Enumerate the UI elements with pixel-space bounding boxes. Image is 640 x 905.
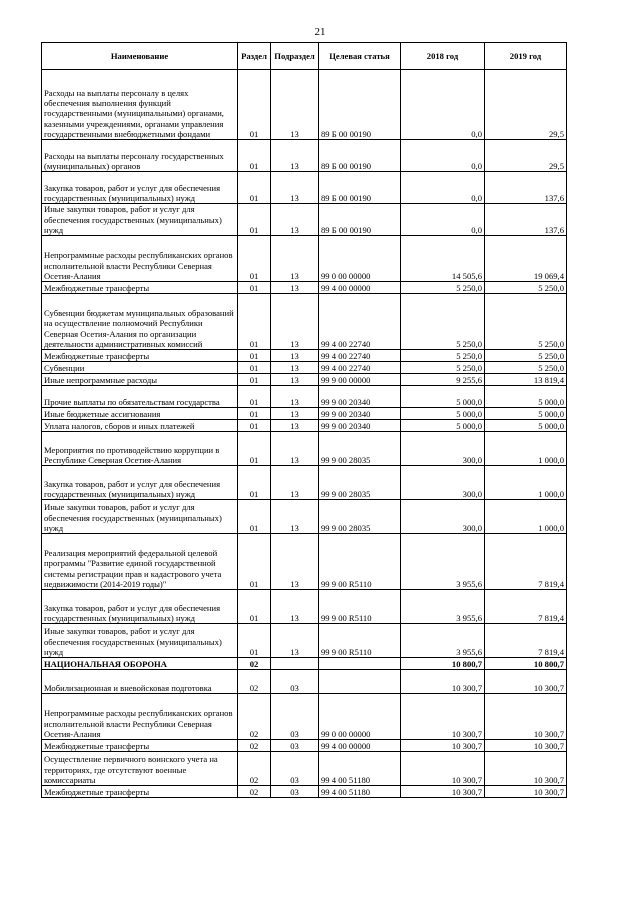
table-cell-target: 99 4 00 00000 <box>319 282 401 294</box>
table-cell-target: 99 9 00 20340 <box>319 386 401 408</box>
table-header-row <box>42 43 567 70</box>
table-cell-2019: 1 000,0 <box>485 466 567 500</box>
table-cell-subsection: 13 <box>271 70 319 140</box>
table-cell-section: 02 <box>238 740 271 752</box>
table-cell-target: 89 Б 00 00190 <box>319 172 401 204</box>
table-cell-subsection: 13 <box>271 282 319 294</box>
table-cell-2019: 10 300,7 <box>485 786 567 798</box>
table-cell-2019: 10 300,7 <box>485 670 567 694</box>
table-cell-2018: 300,0 <box>401 500 485 534</box>
table-cell-2018: 5 250,0 <box>401 362 485 374</box>
table-cell-subsection: 13 <box>271 432 319 466</box>
table-cell-2019: 10 300,7 <box>485 752 567 786</box>
table-cell-2019: 7 819,4 <box>485 590 567 624</box>
table-cell-subsection <box>271 658 319 670</box>
table-row <box>42 282 567 294</box>
table-cell-2019: 5 250,0 <box>485 362 567 374</box>
table-cell-name: Расходы на выплаты персоналу государственных (муниципальных) органов <box>42 140 238 172</box>
column-header-subsection: Подраздел <box>271 43 319 70</box>
table-cell-name: Прочие выплаты по обязательствам государства <box>42 386 238 408</box>
table-cell-2018: 10 800,7 <box>401 658 485 670</box>
table-cell-subsection: 03 <box>271 740 319 752</box>
table-row <box>42 752 567 786</box>
table-cell-subsection: 13 <box>271 294 319 350</box>
table-cell-2018: 5 250,0 <box>401 350 485 362</box>
table-row <box>42 374 567 386</box>
table-cell-subsection: 13 <box>271 386 319 408</box>
table-cell-2018: 14 505,6 <box>401 236 485 282</box>
table-row <box>42 140 567 172</box>
table-cell-target: 99 9 00 28035 <box>319 500 401 534</box>
table-cell-section: 01 <box>238 408 271 420</box>
table-cell-name: Мероприятия по противодействию коррупции в Республике Северная Осетия-Алания <box>42 432 238 466</box>
table-cell-2018: 10 300,7 <box>401 694 485 740</box>
table-cell-2019: 5 250,0 <box>485 282 567 294</box>
table-cell-2018: 300,0 <box>401 432 485 466</box>
table-cell-name: Расходы на выплаты персоналу в целях обеспечения выполнения функций государственными (муниципальными) органами, казенными учреждениями, органами управления государственными внебюджетными фондами <box>42 70 238 140</box>
table-cell-2019: 1 000,0 <box>485 500 567 534</box>
table-cell-section: 01 <box>238 140 271 172</box>
table-cell-target: 99 9 00 R5110 <box>319 534 401 590</box>
table-cell-2018: 3 955,6 <box>401 534 485 590</box>
table-cell-2019: 1 000,0 <box>485 432 567 466</box>
column-header-section: Раздел <box>238 43 271 70</box>
table-cell-2019: 5 250,0 <box>485 350 567 362</box>
table-cell-name: Иные закупки товаров, работ и услуг для обеспечения государственных (муниципальных) нужд <box>42 500 238 534</box>
table-row <box>42 362 567 374</box>
table-cell-target <box>319 658 401 670</box>
table-cell-section: 01 <box>238 282 271 294</box>
table-row <box>42 386 567 408</box>
table-cell-target: 99 4 00 00000 <box>319 740 401 752</box>
table-cell-name: Иные бюджетные ассигнования <box>42 408 238 420</box>
table-cell-section: 01 <box>238 204 271 236</box>
table-cell-target: 99 0 00 00000 <box>319 694 401 740</box>
table-cell-section: 01 <box>238 236 271 282</box>
table-cell-2018: 5 000,0 <box>401 386 485 408</box>
table-cell-2018: 10 300,7 <box>401 670 485 694</box>
table-cell-section: 01 <box>238 590 271 624</box>
table-cell-name: Уплата налогов, сборов и иных платежей <box>42 420 238 432</box>
table-cell-2019: 13 819,4 <box>485 374 567 386</box>
table-cell-target: 99 4 00 51180 <box>319 752 401 786</box>
table-cell-section: 02 <box>238 694 271 740</box>
table-cell-section: 01 <box>238 362 271 374</box>
table-cell-target: 99 9 00 20340 <box>319 420 401 432</box>
table-cell-2018: 300,0 <box>401 466 485 500</box>
column-header-2019: 2019 год <box>485 43 567 70</box>
table-cell-target <box>319 670 401 694</box>
table-cell-name: Межбюджетные трансферты <box>42 740 238 752</box>
table-cell-subsection: 13 <box>271 204 319 236</box>
table-row <box>42 500 567 534</box>
table-cell-name: Мобилизационная и вневойсковая подготовка <box>42 670 238 694</box>
table-cell-name: НАЦИОНАЛЬНАЯ ОБОРОНА <box>42 658 238 670</box>
table-cell-target: 99 9 00 R5110 <box>319 624 401 658</box>
table-cell-subsection: 03 <box>271 694 319 740</box>
table-cell-subsection: 13 <box>271 624 319 658</box>
table-row <box>42 350 567 362</box>
table-row <box>42 624 567 658</box>
table-cell-2018: 5 000,0 <box>401 420 485 432</box>
table-cell-name: Межбюджетные трансферты <box>42 350 238 362</box>
table-cell-section: 01 <box>238 534 271 590</box>
table-cell-2019: 5 250,0 <box>485 294 567 350</box>
table-cell-name: Осуществление первичного воинского учета на территориях, где отсутствуют военные комиссариаты <box>42 752 238 786</box>
table-cell-name: Иные непрограммные расходы <box>42 374 238 386</box>
column-header-name: Наименование <box>42 43 238 70</box>
table-row <box>42 534 567 590</box>
table-cell-2019: 10 800,7 <box>485 658 567 670</box>
table-cell-2019: 10 300,7 <box>485 740 567 752</box>
table-row <box>42 236 567 282</box>
table-cell-2018: 0,0 <box>401 140 485 172</box>
table-cell-subsection: 03 <box>271 752 319 786</box>
table-cell-target: 99 4 00 51180 <box>319 786 401 798</box>
table-cell-2018: 3 955,6 <box>401 624 485 658</box>
column-header-2018: 2018 год <box>401 43 485 70</box>
table-row <box>42 420 567 432</box>
table-cell-2018: 10 300,7 <box>401 740 485 752</box>
table-row <box>42 294 567 350</box>
table-row <box>42 432 567 466</box>
table-cell-subsection: 13 <box>271 172 319 204</box>
table-cell-2019: 5 000,0 <box>485 408 567 420</box>
table-row <box>42 466 567 500</box>
table-cell-name: Непрограммные расходы республиканских органов исполнительной власти Республики Северная Осетия-Алания <box>42 694 238 740</box>
table-cell-name: Межбюджетные трансферты <box>42 786 238 798</box>
table-cell-2018: 10 300,7 <box>401 786 485 798</box>
budget-table <box>41 42 567 798</box>
table-cell-2019: 29,5 <box>485 140 567 172</box>
table-cell-target: 99 4 00 22740 <box>319 362 401 374</box>
table-row <box>42 204 567 236</box>
table-cell-subsection: 13 <box>271 420 319 432</box>
table-row <box>42 172 567 204</box>
table-cell-target: 99 9 00 28035 <box>319 466 401 500</box>
table-row <box>42 670 567 694</box>
table-cell-2018: 0,0 <box>401 204 485 236</box>
table-cell-section: 01 <box>238 420 271 432</box>
table-cell-2018: 0,0 <box>401 70 485 140</box>
table-cell-name: Непрограммные расходы республиканских органов исполнительной власти Республики Северная Осетия-Алания <box>42 236 238 282</box>
table-cell-section: 01 <box>238 294 271 350</box>
table-cell-2019: 5 000,0 <box>485 420 567 432</box>
table-cell-target: 89 Б 00 00190 <box>319 204 401 236</box>
table-cell-section: 01 <box>238 70 271 140</box>
table-cell-section: 01 <box>238 432 271 466</box>
table-row <box>42 590 567 624</box>
table-cell-name: Реализация мероприятий федеральной целевой программы "Развитие единой государственной системы регистрации прав и кадастрового учета недвижимости (2014-2019 годы)" <box>42 534 238 590</box>
table-cell-name: Закупка товаров, работ и услуг для обеспечения государственных (муниципальных) нужд <box>42 590 238 624</box>
table-cell-2019: 5 000,0 <box>485 386 567 408</box>
table-cell-name: Закупка товаров, работ и услуг для обеспечения государственных (муниципальных) нужд <box>42 172 238 204</box>
table-cell-2019: 29,5 <box>485 70 567 140</box>
table-cell-2019: 7 819,4 <box>485 534 567 590</box>
table-cell-name: Субвенции <box>42 362 238 374</box>
table-row <box>42 740 567 752</box>
table-cell-target: 89 Б 00 00190 <box>319 140 401 172</box>
table-cell-2019: 19 069,4 <box>485 236 567 282</box>
table-cell-section: 01 <box>238 624 271 658</box>
table-cell-target: 99 9 00 R5110 <box>319 590 401 624</box>
table-cell-2018: 10 300,7 <box>401 752 485 786</box>
table-cell-2019: 10 300,7 <box>485 694 567 740</box>
table-cell-2019: 7 819,4 <box>485 624 567 658</box>
table-row <box>42 408 567 420</box>
table-cell-section: 02 <box>238 786 271 798</box>
table-row <box>42 658 567 670</box>
page-number: 21 <box>314 26 326 38</box>
table-cell-target: 99 9 00 20340 <box>319 408 401 420</box>
table-cell-section: 01 <box>238 466 271 500</box>
table-cell-section: 02 <box>238 670 271 694</box>
table-cell-2018: 0,0 <box>401 172 485 204</box>
table-cell-subsection: 13 <box>271 590 319 624</box>
table-cell-target: 99 0 00 00000 <box>319 236 401 282</box>
table-cell-section: 02 <box>238 752 271 786</box>
table-row <box>42 70 567 140</box>
table-cell-subsection: 03 <box>271 670 319 694</box>
table-cell-section: 01 <box>238 500 271 534</box>
table-cell-subsection: 13 <box>271 140 319 172</box>
table-cell-target: 89 Б 00 00190 <box>319 70 401 140</box>
table-cell-subsection: 13 <box>271 374 319 386</box>
table-cell-target: 99 4 00 22740 <box>319 294 401 350</box>
table-cell-target: 99 9 00 28035 <box>319 432 401 466</box>
table-cell-2018: 5 250,0 <box>401 282 485 294</box>
table-cell-name: Иные закупки товаров, работ и услуг для обеспечения государственных (муниципальных) нужд <box>42 624 238 658</box>
table-cell-target: 99 4 00 22740 <box>319 350 401 362</box>
table-cell-section: 01 <box>238 374 271 386</box>
table-cell-name: Иные закупки товаров, работ и услуг для обеспечения государственных (муниципальных) нужд <box>42 204 238 236</box>
column-header-target: Целевая статья <box>319 43 401 70</box>
table-cell-subsection: 13 <box>271 236 319 282</box>
table-cell-subsection: 03 <box>271 786 319 798</box>
table-cell-name: Субвенции бюджетам муниципальных образований на осуществление полномочий Республики Северная Осетия-Алания по организации деятельности административных комиссий <box>42 294 238 350</box>
table-cell-section: 01 <box>238 386 271 408</box>
table-cell-2018: 3 955,6 <box>401 590 485 624</box>
table-cell-name: Закупка товаров, работ и услуг для обеспечения государственных (муниципальных) нужд <box>42 466 238 500</box>
table-cell-subsection: 13 <box>271 466 319 500</box>
table-cell-subsection: 13 <box>271 408 319 420</box>
table-cell-name: Межбюджетные трансферты <box>42 282 238 294</box>
table-cell-2018: 5 000,0 <box>401 408 485 420</box>
table-cell-target: 99 9 00 00000 <box>319 374 401 386</box>
table-cell-section: 02 <box>238 658 271 670</box>
table-cell-subsection: 13 <box>271 500 319 534</box>
table-cell-subsection: 13 <box>271 362 319 374</box>
table-cell-subsection: 13 <box>271 534 319 590</box>
table-cell-2019: 137,6 <box>485 172 567 204</box>
table-cell-2019: 137,6 <box>485 204 567 236</box>
table-cell-2018: 5 250,0 <box>401 294 485 350</box>
table-cell-section: 01 <box>238 172 271 204</box>
table-cell-subsection: 13 <box>271 350 319 362</box>
table-cell-2018: 9 255,6 <box>401 374 485 386</box>
table-row <box>42 786 567 798</box>
table-row <box>42 694 567 740</box>
table-cell-section: 01 <box>238 350 271 362</box>
